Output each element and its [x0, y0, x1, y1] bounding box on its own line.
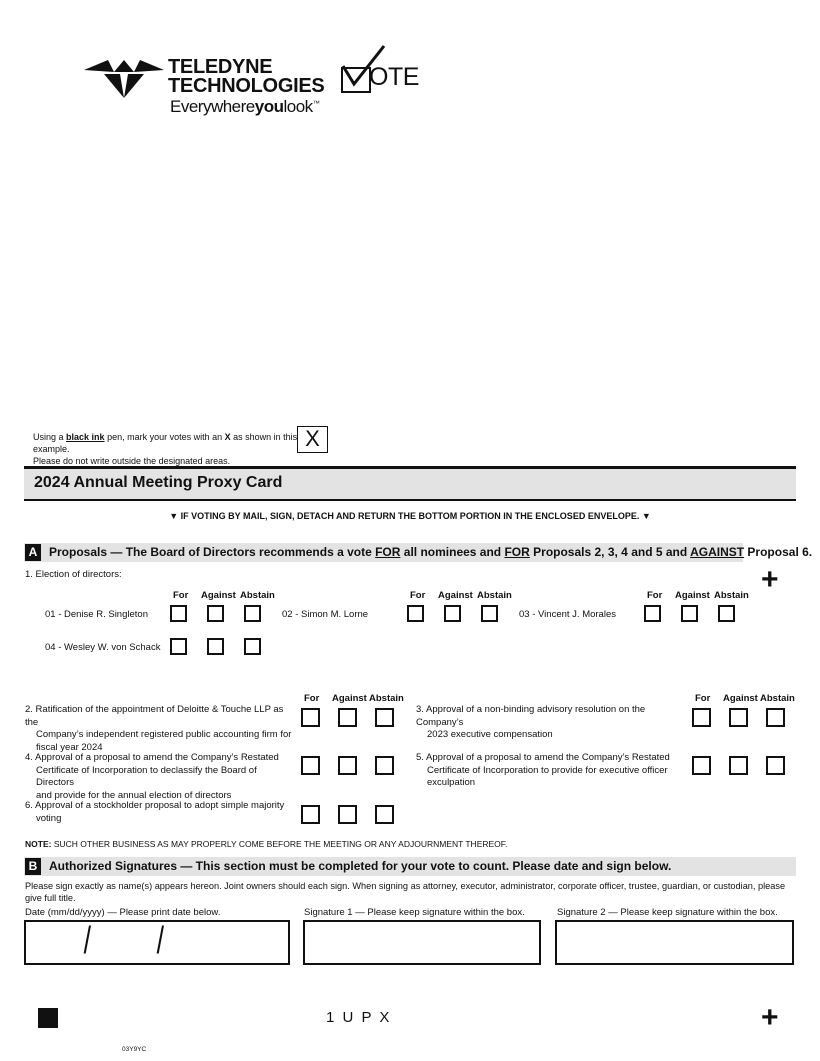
logo-line2: TECHNOLOGIES [168, 75, 325, 97]
sa-pre: Proposals — The Board of Directors recommends a vote [49, 545, 376, 559]
proposal-2-for-checkbox[interactable] [301, 708, 320, 727]
registration-square [38, 1008, 58, 1028]
instructions-line2: Please do not write outside the designated areas. [33, 456, 231, 466]
inst-post: as shown in this example. [33, 432, 298, 454]
example-mark-box [297, 426, 328, 453]
instructions-line1 [33, 431, 303, 455]
against-label-p-left: Against [332, 693, 367, 704]
for-label-2: For [410, 590, 426, 601]
p3-line2: 2023 executive compensation [427, 729, 553, 740]
for-label-p-left: For [304, 693, 320, 704]
date-slash-2: / [156, 920, 164, 962]
proposal-6-abstain-checkbox[interactable] [375, 805, 394, 824]
inst-pre: Using a [33, 432, 67, 442]
section-b-title: Authorized Signatures — This section must be completed for your vote to count. Please date and sign below. [49, 859, 672, 873]
proposal-3 [416, 704, 691, 742]
against-label-p-right: Against [723, 693, 758, 704]
proposal-5-abstain-checkbox[interactable] [766, 756, 785, 775]
sign-instructions: Please sign exactly as name(s) appears hereon. Joint owners should each sign. When signing as attorney, executor, administrator, corporate officer, trustee, guardian, or custodian, please give full title. [25, 881, 786, 903]
p6-line2: voting [36, 812, 62, 824]
marking-instructions [33, 431, 303, 467]
proposal-3-against-checkbox[interactable] [729, 708, 748, 727]
proposal-3-abstain-checkbox[interactable] [766, 708, 785, 727]
nominee-02-abstain-checkbox[interactable] [481, 605, 498, 622]
section-b-letter: B [25, 858, 41, 875]
for-label-p-right: For [695, 693, 711, 704]
against-label-3: Against [675, 590, 710, 601]
proposal-5-against-checkbox[interactable] [729, 756, 748, 775]
example-x: X [305, 426, 320, 451]
nominee-01-for-checkbox[interactable] [170, 605, 187, 622]
for-label-1: For [173, 590, 189, 601]
p2-line3: fiscal year 2024 [36, 741, 103, 753]
abstain-label-p-left: Abstain [369, 693, 404, 704]
tagline-post: look [283, 97, 313, 116]
against-label-1: Against [201, 590, 236, 601]
proposal-4-for-checkbox[interactable] [301, 756, 320, 775]
registration-plus-bottom: + [761, 1001, 779, 1034]
note-line [25, 839, 507, 849]
against-label-2: Against [438, 590, 473, 601]
inst-x: X [224, 432, 231, 442]
nominee-01-abstain-checkbox[interactable] [244, 605, 261, 622]
sa-for1: FOR [375, 545, 401, 559]
nominee-03-abstain-checkbox[interactable] [718, 605, 735, 622]
signature-1-label: Signature 1 — Please keep signature within the box. [304, 907, 525, 918]
nominee-04-abstain-checkbox[interactable] [244, 638, 261, 655]
proposal-5-for-checkbox[interactable] [692, 756, 711, 775]
proposal-4-against-checkbox[interactable] [338, 756, 357, 775]
proposal-3-for-checkbox[interactable] [692, 708, 711, 727]
logo-tagline [170, 97, 319, 117]
inst-ink: black ink [66, 432, 105, 442]
nominee-04-against-checkbox[interactable] [207, 638, 224, 655]
note-text: SUCH OTHER BUSINESS AS MAY PROPERLY COME BEFORE THE MEETING OR ANY ADJOURNMENT THEREOF. [51, 839, 508, 849]
nominee-04: 04 - Wesley W. von Schack [45, 642, 161, 653]
registration-plus-top: + [761, 563, 779, 596]
date-slash-1: / [83, 920, 91, 962]
p4-line2: Certificate of Incorporation to declassify the Board of Directors [36, 764, 257, 788]
signature-2-field[interactable] [555, 920, 794, 965]
nominee-01-against-checkbox[interactable] [207, 605, 224, 622]
signature-2-label: Signature 2 — Please keep signature within the box. [557, 907, 778, 918]
title-rule-bottom [24, 499, 796, 501]
footer-code: 1 U P X [326, 1009, 392, 1026]
p3-line1: 3. Approval of a non-binding advisory resolution on the Company’s [416, 704, 646, 728]
vote-text: OTE [369, 63, 419, 91]
note-label: NOTE: [25, 839, 52, 849]
tagline-bold: you [254, 97, 284, 116]
proposal-6-against-checkbox[interactable] [338, 805, 357, 824]
tagline-tm: ™ [312, 100, 320, 108]
proposal-2-against-checkbox[interactable] [338, 708, 357, 727]
inst-mid: pen, mark your votes with an [104, 432, 225, 442]
nominee-02-for-checkbox[interactable] [407, 605, 424, 622]
proposal-6 [25, 800, 295, 825]
proposal-4-abstain-checkbox[interactable] [375, 756, 394, 775]
abstain-label-2: Abstain [477, 590, 512, 601]
sa-for2: FOR [504, 545, 530, 559]
date-label: Date (mm/dd/yyyy) — Please print date below. [25, 907, 221, 918]
proposal-2 [25, 704, 295, 754]
nominee-03-against-checkbox[interactable] [681, 605, 698, 622]
proposal-2-abstain-checkbox[interactable] [375, 708, 394, 727]
sa-mid1: all nominees and [400, 545, 505, 559]
footer-small-code: 03Y9YC [122, 1046, 147, 1053]
for-label-3: For [647, 590, 663, 601]
card-title: 2024 Annual Meeting Proxy Card [34, 474, 283, 491]
section-a-letter: A [25, 544, 41, 561]
logo-line1: TELEDYNE [168, 56, 273, 78]
proposal-6-for-checkbox[interactable] [301, 805, 320, 824]
nominee-02-against-checkbox[interactable] [444, 605, 461, 622]
election-label: 1. Election of directors: [25, 569, 122, 580]
nominee-02: 02 - Simon M. Lorne [282, 609, 369, 620]
p2-line2: Company’s independent registered public accounting firm for [36, 729, 292, 740]
teledyne-logo-icon [84, 58, 166, 100]
signature-1-field[interactable] [303, 920, 541, 965]
p5-line3: exculpation [427, 777, 476, 788]
nominee-04-for-checkbox[interactable] [170, 638, 187, 655]
abstain-label-p-right: Abstain [760, 693, 795, 704]
section-a-title [49, 545, 812, 559]
p6-line1: 6. Approval of a stockholder proposal to adopt simple majority [25, 800, 285, 811]
proposal-4 [25, 752, 297, 802]
nominee-03: 03 - Vincent J. Morales [519, 609, 616, 620]
sa-post: Proposal 6. [744, 545, 813, 559]
p2-line1: 2. Ratification of the appointment of Deloitte & Touche LLP as the [25, 704, 284, 728]
p5-line1: 5. Approval of a proposal to amend the Company’s Restated [416, 752, 670, 763]
logo-name [168, 58, 324, 96]
p4-line3: and provide for the annual election of directors [36, 789, 232, 801]
p5-line2: Certificate of Incorporation to provide for executive officer [427, 764, 668, 776]
mail-notice: ▼ IF VOTING BY MAIL, SIGN, DETACH AND RETURN THE BOTTOM PORTION IN THE ENCLOSED ENVELOPE. ▼ [169, 511, 651, 521]
nominee-03-for-checkbox[interactable] [644, 605, 661, 622]
p4-line1: 4. Approval of a proposal to amend the Company’s Restated [25, 752, 279, 763]
proposal-5 [416, 752, 686, 790]
abstain-label-1: Abstain [240, 590, 275, 601]
sa-mid2: Proposals 2, 3, 4 and 5 and [529, 545, 691, 559]
tagline-pre: Everywhere [170, 97, 255, 116]
abstain-label-3: Abstain [714, 590, 749, 601]
nominee-01: 01 - Denise R. Singleton [45, 609, 148, 620]
sa-against: AGAINST [690, 545, 745, 559]
